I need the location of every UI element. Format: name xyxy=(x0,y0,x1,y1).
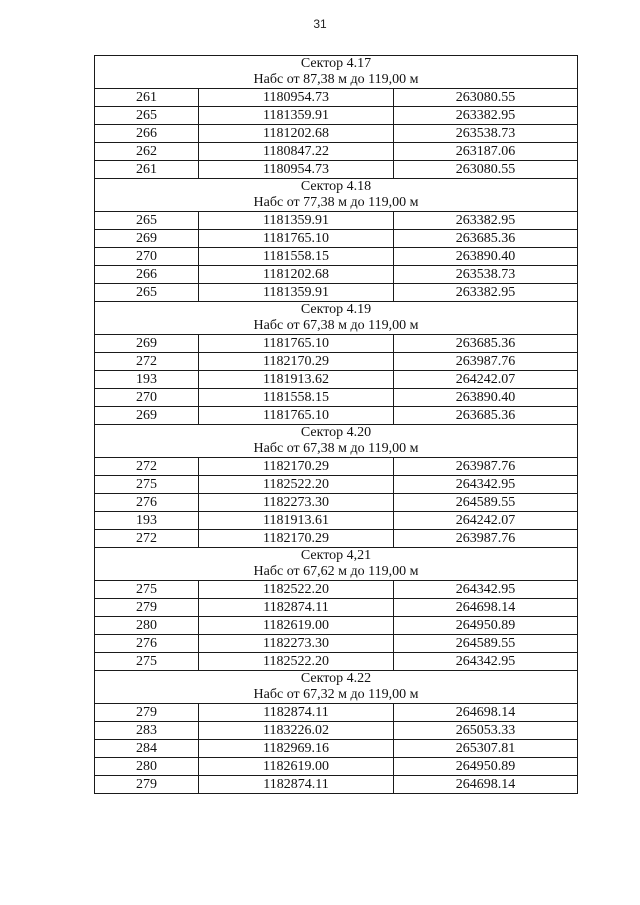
table-row xyxy=(95,248,578,266)
sector-header xyxy=(95,425,578,458)
point-number-cell: 266 xyxy=(95,266,199,284)
y-coordinate-cell: 263890.40 xyxy=(394,389,578,407)
point-number-cell: 261 xyxy=(95,161,199,179)
point-number-cell: 269 xyxy=(95,335,199,353)
y-coordinate-cell: 263382.95 xyxy=(394,107,578,125)
sector-header-row xyxy=(95,56,578,89)
table-row xyxy=(95,284,578,302)
x-coordinate-cell: 1181202.68 xyxy=(199,266,394,284)
point-number-cell: 269 xyxy=(95,407,199,425)
table-row xyxy=(95,266,578,284)
y-coordinate-cell: 263987.76 xyxy=(394,458,578,476)
table-row xyxy=(95,581,578,599)
y-coordinate-cell: 264342.95 xyxy=(394,476,578,494)
y-coordinate-cell: 264698.14 xyxy=(394,704,578,722)
table-row xyxy=(95,704,578,722)
sector-header xyxy=(95,302,578,335)
sector-elevation-range: Набс от 67,62 м до 119,00 м xyxy=(253,564,419,579)
table-row xyxy=(95,125,578,143)
y-coordinate-cell: 263987.76 xyxy=(394,530,578,548)
point-number-cell: 269 xyxy=(95,230,199,248)
table-row xyxy=(95,776,578,794)
table-row xyxy=(95,476,578,494)
y-coordinate-cell: 263187.06 xyxy=(394,143,578,161)
x-coordinate-cell: 1182969.16 xyxy=(199,740,394,758)
point-number-cell: 284 xyxy=(95,740,199,758)
table-row xyxy=(95,758,578,776)
sector-header-row xyxy=(95,671,578,704)
point-number-cell: 261 xyxy=(95,89,199,107)
y-coordinate-cell: 264589.55 xyxy=(394,494,578,512)
point-number-cell: 279 xyxy=(95,704,199,722)
x-coordinate-cell: 1182874.11 xyxy=(199,704,394,722)
table-row xyxy=(95,740,578,758)
sector-header xyxy=(95,671,578,704)
x-coordinate-cell: 1182273.30 xyxy=(199,635,394,653)
sector-header xyxy=(95,179,578,212)
y-coordinate-cell: 264242.07 xyxy=(394,371,578,389)
y-coordinate-cell: 264698.14 xyxy=(394,599,578,617)
sector-header xyxy=(95,548,578,581)
sector-header xyxy=(95,56,578,89)
point-number-cell: 276 xyxy=(95,635,199,653)
sector-title: Сектор 4,21 xyxy=(300,548,372,563)
table-row xyxy=(95,230,578,248)
x-coordinate-cell: 1182170.29 xyxy=(199,530,394,548)
table-row xyxy=(95,353,578,371)
sector-header-row xyxy=(95,425,578,458)
point-number-cell: 272 xyxy=(95,353,199,371)
x-coordinate-cell: 1181359.91 xyxy=(199,212,394,230)
x-coordinate-cell: 1181359.91 xyxy=(199,284,394,302)
y-coordinate-cell: 264242.07 xyxy=(394,512,578,530)
x-coordinate-cell: 1181359.91 xyxy=(199,107,394,125)
point-number-cell: 265 xyxy=(95,212,199,230)
point-number-cell: 280 xyxy=(95,617,199,635)
point-number-cell: 270 xyxy=(95,248,199,266)
y-coordinate-cell: 263382.95 xyxy=(394,284,578,302)
y-coordinate-cell: 263538.73 xyxy=(394,125,578,143)
table-row xyxy=(95,458,578,476)
y-coordinate-cell: 264950.89 xyxy=(394,758,578,776)
y-coordinate-cell: 263080.55 xyxy=(394,161,578,179)
y-coordinate-cell: 265053.33 xyxy=(394,722,578,740)
point-number-cell: 272 xyxy=(95,530,199,548)
y-coordinate-cell: 264342.95 xyxy=(394,581,578,599)
x-coordinate-cell: 1182522.20 xyxy=(199,581,394,599)
table-row xyxy=(95,212,578,230)
point-number-cell: 279 xyxy=(95,599,199,617)
sector-title: Сектор 4.20 xyxy=(300,425,372,440)
sector-elevation-range: Набс от 67,32 м до 119,00 м xyxy=(253,687,419,702)
point-number-cell: 276 xyxy=(95,494,199,512)
y-coordinate-cell: 263987.76 xyxy=(394,353,578,371)
table-row xyxy=(95,530,578,548)
table-row xyxy=(95,407,578,425)
x-coordinate-cell: 1181765.10 xyxy=(199,230,394,248)
x-coordinate-cell: 1181558.15 xyxy=(199,389,394,407)
x-coordinate-cell: 1181913.62 xyxy=(199,371,394,389)
table-row xyxy=(95,653,578,671)
point-number-cell: 280 xyxy=(95,758,199,776)
x-coordinate-cell: 1182874.11 xyxy=(199,776,394,794)
y-coordinate-cell: 264698.14 xyxy=(394,776,578,794)
table-row xyxy=(95,89,578,107)
table-row xyxy=(95,512,578,530)
point-number-cell: 275 xyxy=(95,581,199,599)
x-coordinate-cell: 1180954.73 xyxy=(199,161,394,179)
sector-title: Сектор 4.17 xyxy=(300,56,372,71)
point-number-cell: 270 xyxy=(95,389,199,407)
x-coordinate-cell: 1182170.29 xyxy=(199,353,394,371)
sector-elevation-range: Набс от 67,38 м до 119,00 м xyxy=(253,441,419,456)
table-row xyxy=(95,107,578,125)
sector-header-row xyxy=(95,179,578,212)
x-coordinate-cell: 1182170.29 xyxy=(199,458,394,476)
y-coordinate-cell: 263685.36 xyxy=(394,230,578,248)
table-row xyxy=(95,722,578,740)
sector-header-row xyxy=(95,548,578,581)
x-coordinate-cell: 1182522.20 xyxy=(199,653,394,671)
y-coordinate-cell: 263685.36 xyxy=(394,407,578,425)
table-row xyxy=(95,599,578,617)
coordinates-table xyxy=(94,55,578,794)
x-coordinate-cell: 1181558.15 xyxy=(199,248,394,266)
point-number-cell: 275 xyxy=(95,476,199,494)
y-coordinate-cell: 264950.89 xyxy=(394,617,578,635)
table-row xyxy=(95,371,578,389)
y-coordinate-cell: 264589.55 xyxy=(394,635,578,653)
x-coordinate-cell: 1180954.73 xyxy=(199,89,394,107)
table-row xyxy=(95,389,578,407)
table-row xyxy=(95,494,578,512)
sector-header-row xyxy=(95,302,578,335)
sector-elevation-range: Набс от 87,38 м до 119,00 м xyxy=(253,72,419,87)
coordinates-table-body xyxy=(95,56,578,794)
table-row xyxy=(95,335,578,353)
y-coordinate-cell: 263080.55 xyxy=(394,89,578,107)
table-row xyxy=(95,143,578,161)
point-number-cell: 265 xyxy=(95,284,199,302)
x-coordinate-cell: 1181202.68 xyxy=(199,125,394,143)
point-number-cell: 262 xyxy=(95,143,199,161)
x-coordinate-cell: 1182619.00 xyxy=(199,617,394,635)
point-number-cell: 265 xyxy=(95,107,199,125)
x-coordinate-cell: 1183226.02 xyxy=(199,722,394,740)
sector-title: Сектор 4.18 xyxy=(300,179,372,194)
y-coordinate-cell: 263685.36 xyxy=(394,335,578,353)
x-coordinate-cell: 1182522.20 xyxy=(199,476,394,494)
point-number-cell: 193 xyxy=(95,371,199,389)
x-coordinate-cell: 1181913.61 xyxy=(199,512,394,530)
y-coordinate-cell: 263382.95 xyxy=(394,212,578,230)
y-coordinate-cell: 264342.95 xyxy=(394,653,578,671)
table-row xyxy=(95,635,578,653)
table-row xyxy=(95,161,578,179)
y-coordinate-cell: 263538.73 xyxy=(394,266,578,284)
page-number: 31 xyxy=(313,17,327,31)
sector-title: Сектор 4.19 xyxy=(300,302,372,317)
x-coordinate-cell: 1180847.22 xyxy=(199,143,394,161)
sector-elevation-range: Набс от 77,38 м до 119,00 м xyxy=(253,195,419,210)
table-row xyxy=(95,617,578,635)
sector-title: Сектор 4.22 xyxy=(300,671,372,686)
x-coordinate-cell: 1182273.30 xyxy=(199,494,394,512)
y-coordinate-cell: 263890.40 xyxy=(394,248,578,266)
point-number-cell: 266 xyxy=(95,125,199,143)
x-coordinate-cell: 1182619.00 xyxy=(199,758,394,776)
point-number-cell: 283 xyxy=(95,722,199,740)
x-coordinate-cell: 1182874.11 xyxy=(199,599,394,617)
point-number-cell: 193 xyxy=(95,512,199,530)
y-coordinate-cell: 265307.81 xyxy=(394,740,578,758)
point-number-cell: 279 xyxy=(95,776,199,794)
x-coordinate-cell: 1181765.10 xyxy=(199,407,394,425)
x-coordinate-cell: 1181765.10 xyxy=(199,335,394,353)
point-number-cell: 275 xyxy=(95,653,199,671)
sector-elevation-range: Набс от 67,38 м до 119,00 м xyxy=(253,318,419,333)
point-number-cell: 272 xyxy=(95,458,199,476)
